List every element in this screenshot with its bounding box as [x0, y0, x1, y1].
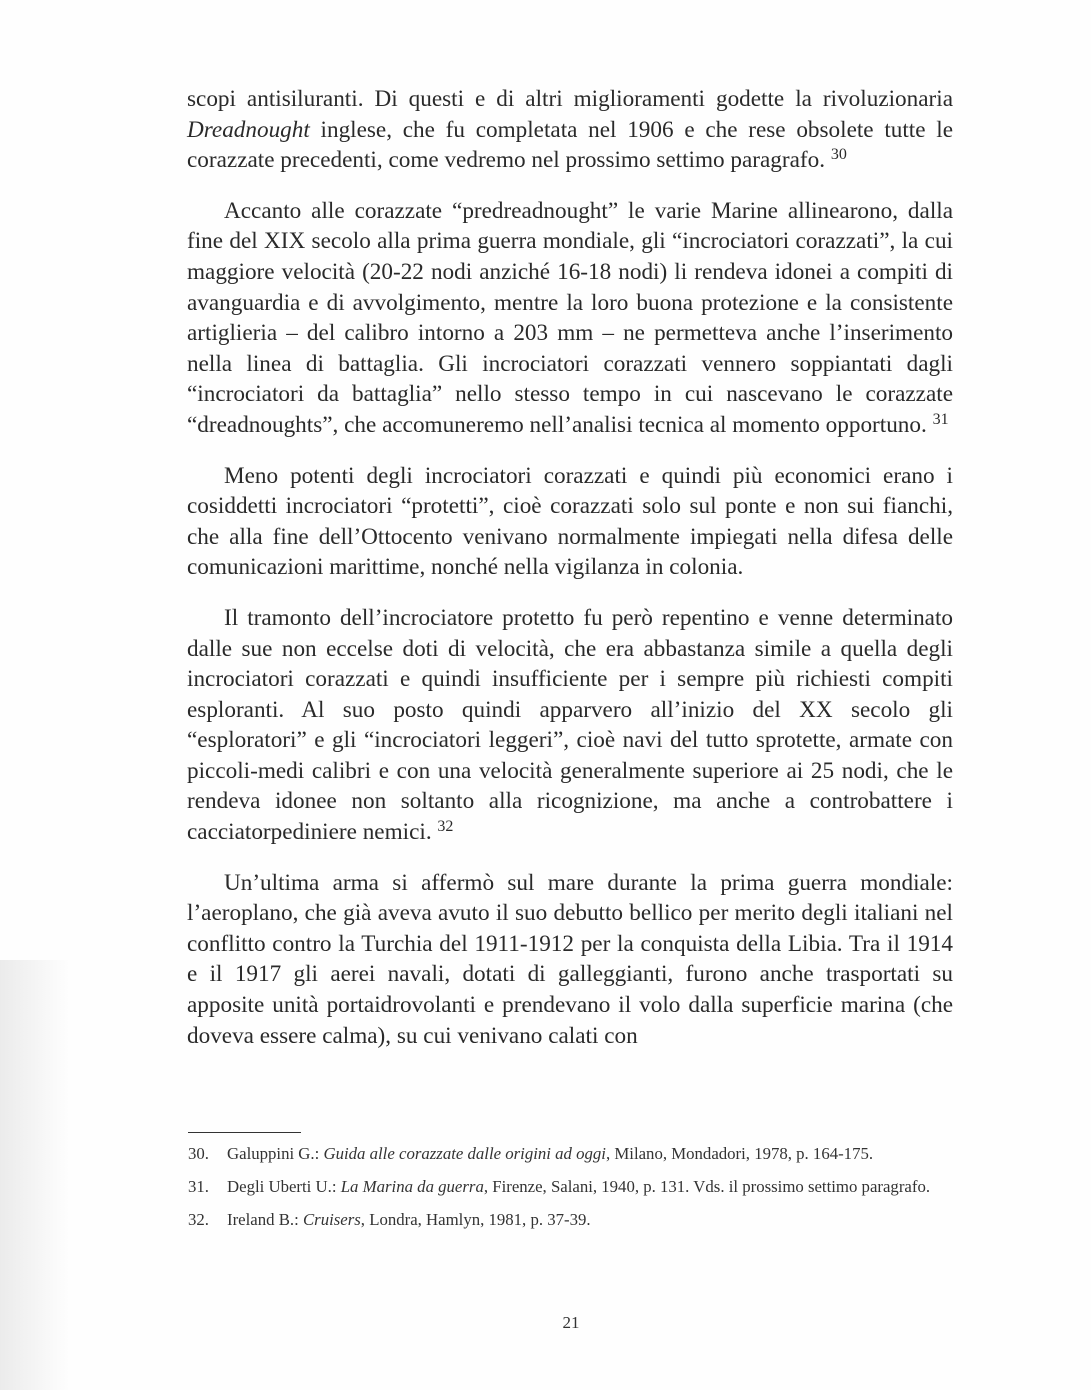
footnote-number: 32. — [188, 1210, 209, 1229]
footnote-divider — [188, 1132, 301, 1133]
paragraph-2-text: Accanto alle corazzate “predreadnought” le varie Marine allinearono, dalla fine del XIX secolo alla prima guerra mondiale, gli “incrociatori corazzati”, la cui maggiore velocità (20-22 nodi anziché 16-18 nodi) li rendeva idonei a compiti di avanguardia e di avvolgimento, mentre la loro buona protezione e la consistente artiglieria – del calibro intorno a 203 mm – ne permetteva anche l’inserimento nella linea di battaglia. Gli incrociatori corazzati vennero soppiantati dagli “incrociatori da battaglia” nello stesso tempo in cui nascevano le corazzate “dreadnoughts”, che accomuneremo nell’analisi tecnica al momento opportuno. — [187, 197, 953, 438]
body-text — [187, 84, 953, 1051]
paragraph-4-text: Il tramonto dell’incrociatore protetto fu però repentino e venne determinato dalle sue non eccelse doti di velocità, che era abbastanza simile a quella degli incrociatori corazzati e quindi insufficiente per i sempre più richiesti compiti esploranti. Al suo posto quindi apparvero all’inizio del XX secolo gli “esploratori” e gli “incrociatori leggeri”, cioè navi del tutto sprotette, armate con piccoli-medi calibri e con una velocità generalmente superiore ai 25 nodi, che le rendeva idonee non soltanto alla ricognizione, ma anche a controbattere i cacciatorpediniere nemici. — [187, 604, 953, 846]
ship-name-dreadnought: Dreadnought — [187, 116, 310, 143]
footnote-title: Cruisers — [302, 1210, 361, 1229]
footnote-31 — [188, 1175, 953, 1198]
footnote-ref-30[interactable]: 30 — [830, 146, 847, 164]
footnote-number: 30. — [188, 1144, 209, 1163]
paragraph-2 — [187, 196, 953, 441]
page-number: 21 — [562, 1313, 580, 1332]
footnote-details: , Milano, Mondadori, 1978, p. 164-175. — [605, 1144, 874, 1163]
footnote-author: Degli Uberti U.: — [227, 1177, 341, 1196]
footnote-ref-31[interactable]: 31 — [932, 410, 949, 428]
footnote-ref-32[interactable]: 32 — [437, 818, 454, 836]
footnote-number: 31. — [188, 1177, 209, 1196]
footnote-30 — [188, 1142, 953, 1165]
footnote-details: , Londra, Hamlyn, 1981, p. 37-39. — [360, 1210, 591, 1229]
footnotes — [188, 1142, 953, 1241]
footnote-details: , Firenze, Salani, 1940, p. 131. Vds. il prossimo settimo paragrafo. — [483, 1177, 931, 1196]
paragraph-3 — [187, 461, 953, 583]
paragraph-5 — [187, 868, 953, 1052]
paragraph-1-text-b: inglese, che fu completata nel 1906 e che rese obsolete tutte le corazzate precedenti, come vedremo nel prossimo settimo paragrafo. — [187, 116, 953, 174]
footnote-title: La Marina da guerra — [340, 1177, 484, 1196]
paragraph-1 — [187, 84, 953, 176]
paragraph-5-text: Un’ultima arma si affermò sul mare durante la prima guerra mondiale: l’aeroplano, che già aveva avuto il suo debutto bellico per merito degli italiani nel conflitto contro la Turchia del 1911-1912 per la conquista della Libia. Tra il 1914 e il 1917 gli aerei navali, dotati di galleggianti, furono anche trasportati su apposite unità portaidrovolanti e prendevano il volo dalla superficie marina (che doveva essere calma), su cui venivano calati con — [187, 869, 953, 1049]
paragraph-4 — [187, 603, 953, 848]
footnote-author: Galuppini G.: — [227, 1144, 324, 1163]
paragraph-3-text: Meno potenti degli incrociatori corazzati e quindi più economici erano i cosiddetti incrociatori “protetti”, cioè corazzati solo sul ponte e non sui fianchi, che alla fine dell’Ottocento venivano normalmente impiegati nella difesa delle comunicazioni marittime, nonché nella vigilanza in colonia. — [187, 462, 953, 581]
footnote-32 — [188, 1208, 953, 1231]
footnote-title: Guida alle corazzate dalle origini ad oggi — [323, 1144, 606, 1163]
footnote-author: Ireland B.: — [227, 1210, 303, 1229]
paragraph-1-text-a: scopi antisiluranti. Di questi e di altri miglioramenti godette la rivoluzionaria — [187, 86, 953, 112]
